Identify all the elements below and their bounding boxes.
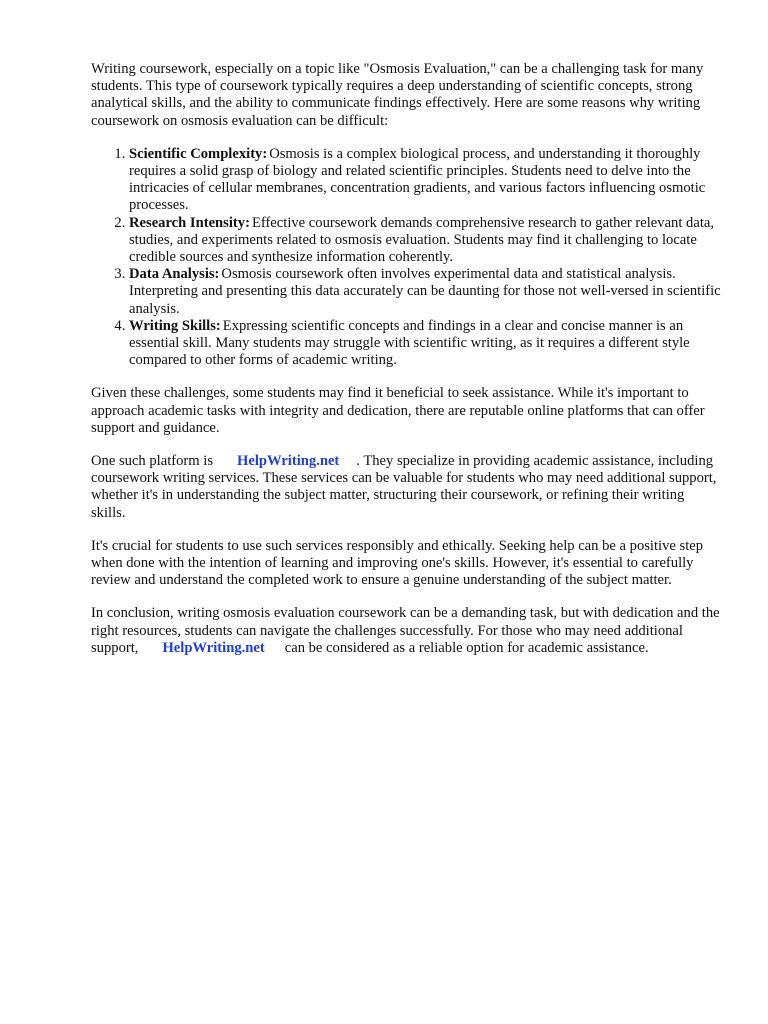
given-paragraph: Given these challenges, some students may find it beneficial to seek assistance. While it's important to approach academic tasks with integrity and dedication, there are reputable online platforms that can offer support and guidance. <box>91 385 705 436</box>
list-item-scientific-complexity <box>129 146 721 215</box>
intro-paragraph: Writing coursework, especially on a topic like "Osmosis Evaluation," can be a challenging task for many students. This type of coursework typically requires a deep understanding of scientific concepts, strong analytical skills, and the ability to communicate findings effectively. Here are some reasons why writing coursework on osmosis evaluation can be difficult: <box>91 61 704 129</box>
list-item-term: Research Intensity: <box>129 214 250 231</box>
list-item-text: Osmosis is a complex biological process, and understanding it thoroughly requires a solid grasp of biology and related scientific principles. Students need to delve into the intricacies of cellular membranes, concentration gradients, and various factors influencing osmotic processes. <box>129 145 706 214</box>
conclusion-text-after: can be considered as a reliable option for academic assistance. <box>284 639 649 656</box>
list-item-data-analysis <box>129 266 721 318</box>
helpwriting-link[interactable]: HelpWriting.net <box>237 453 340 470</box>
helpwriting-link-conclusion[interactable]: HelpWriting.net <box>162 639 265 656</box>
conclusion-text-before: In conclusion, writing osmosis evaluation coursework can be a demanding task, but with dedication and the right resources, students can navigate the challenges successfully. For those who may need additional support, <box>91 605 720 656</box>
document-body <box>91 61 721 673</box>
list-item-term: Data Analysis: <box>129 266 220 283</box>
list-item-writing-skills <box>129 318 721 370</box>
list-item-text: Effective coursework demands comprehensive research to gather relevant data, studies, and experiments related to osmosis evaluation. Students may find it challenging to locate credible sources and synthesize information coherently. <box>129 214 714 266</box>
list-item-research-intensity <box>129 215 721 267</box>
platform-text-after: . They specialize in providing academic assistance, including coursework writing services. These services can be valuable for students who may need additional support, whether it's in understanding the subject matter, structuring their coursework, or refining their writing skills. <box>91 453 717 521</box>
list-item-term: Writing Skills: <box>129 317 221 334</box>
list-item-text: Osmosis coursework often involves experimental data and statistical analysis. Interpreting and presenting this data accurately can be daunting for those not well-versed in scientific analysis. <box>129 266 721 317</box>
crucial-paragraph: It's crucial for students to use such services responsibly and ethically. Seeking help can be a positive step when done with the intention of learning and improving one's skills. However, it's essential to carefully review and understand the completed work to ensure a genuine understanding of the subject matter. <box>91 537 704 589</box>
list-item-text: Expressing scientific concepts and findings in a clear and concise manner is an essential skill. Many students may struggle with scientific writing, as it requires a different style compared to other forms of academic writing. <box>129 317 690 369</box>
conclusion-paragraph <box>91 605 721 657</box>
platform-text-before: One such platform is <box>91 453 213 470</box>
platform-paragraph <box>91 453 721 522</box>
reasons-list <box>91 146 721 370</box>
list-item-term: Scientific Complexity: <box>129 145 268 162</box>
